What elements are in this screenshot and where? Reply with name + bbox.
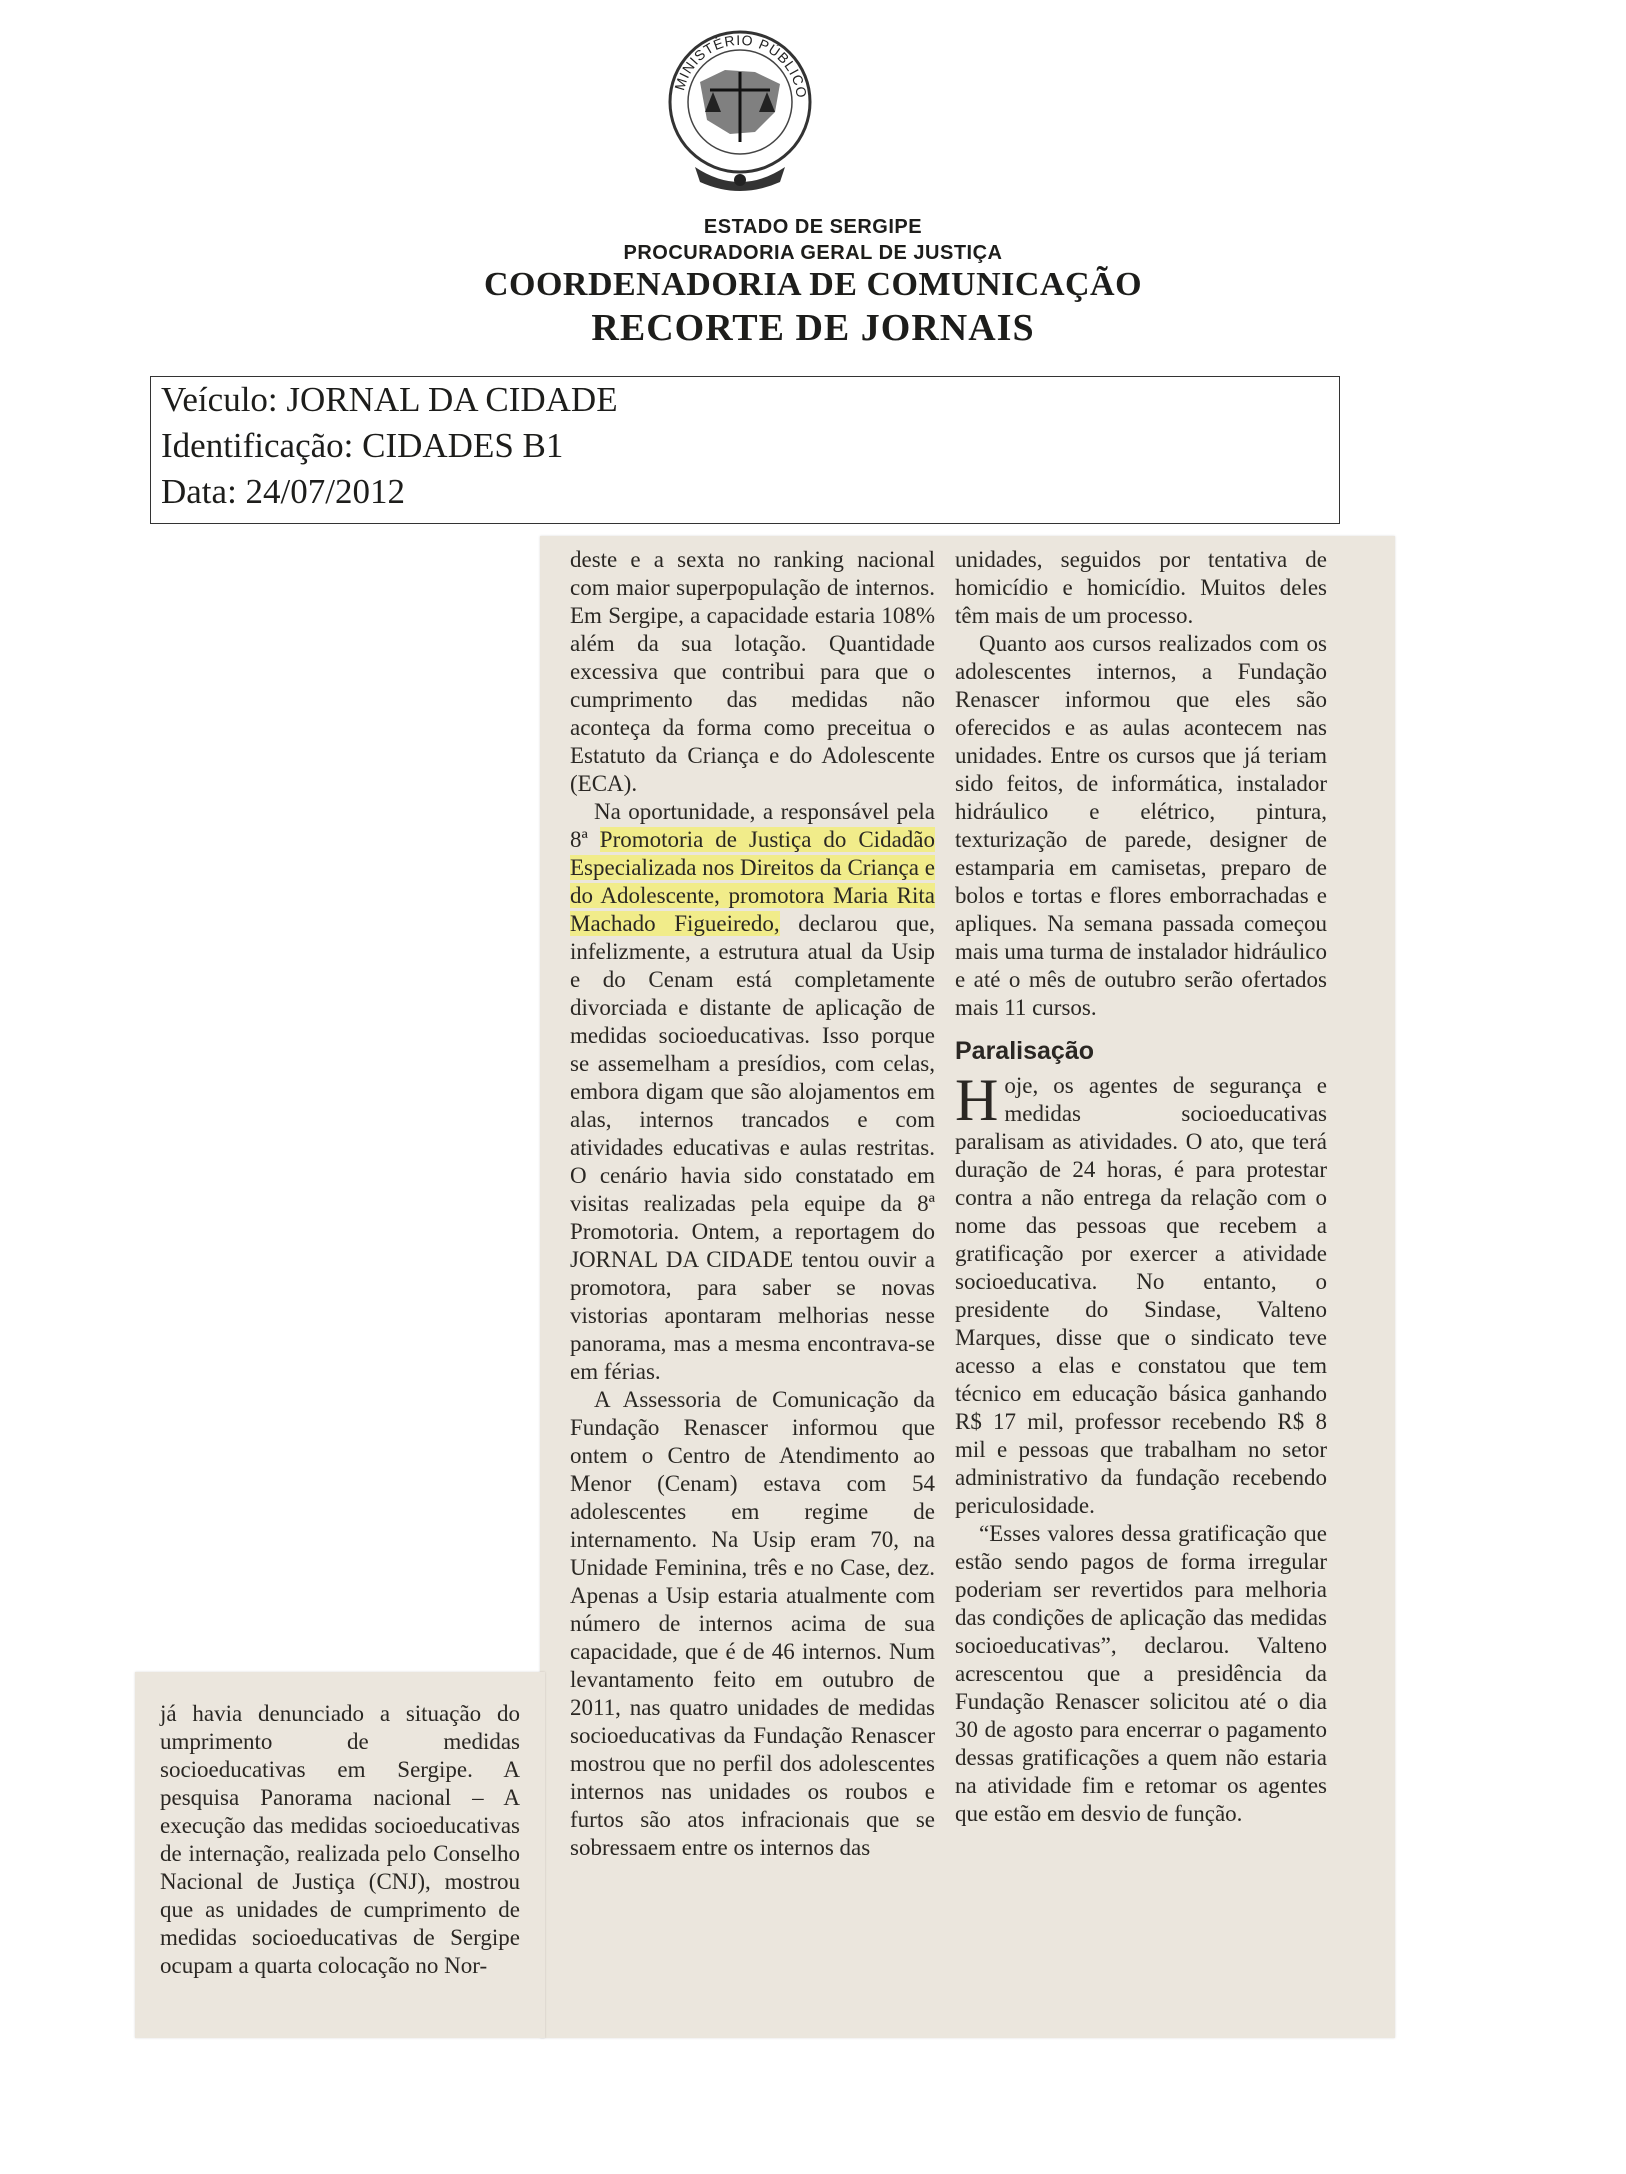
drop-cap: H — [955, 1067, 999, 1133]
ministerio-publico-seal — [655, 22, 825, 197]
mid-p2-start: Na oportunidade, a responsável pela 8ª — [570, 799, 935, 852]
article-right-paragraph-4: “Esses valores dessa gratificação que estão sendo pagos de forma irregular poderiam ser revertidos para melhoria das condições de aplicação das medidas socioeducativas”, declarou. Valteno acrescentou que a presidência da Fundação Renascer solicitou até o dia 30 de agosto para encerrar o pagamento dessas gratificações a quem não estaria na atividade fim e retomar os agentes que estão em desvio de função. — [955, 1521, 1327, 1826]
svg-text:MINISTÉRIO PÚBLICO: MINISTÉRIO PÚBLICO — [671, 31, 811, 100]
veiculo-row: Veículo: JORNAL DA CIDADE — [161, 380, 618, 419]
article-right-paragraph-2: Quanto aos cursos realizados com os adolescentes internos, a Fundação Renascer informou que eles são oferecidos e as aulas acontecem nas unidades. Entre os cursos que já teriam sido feitos, de informática, instalador hidráulico e elétrico, pintura, texturização de parede, designer de estamparia em camisetas, preparo de bolos e tortas e flores emborrachadas e apliques. Na semana passada começou mais uma turma de instalador hidráulico e até o mês de outubro serão ofertados mais 11 cursos. — [955, 631, 1327, 1020]
article-mid-paragraph-2 — [570, 798, 935, 1386]
article-mid-paragraph-3: A Assessoria de Comunicação da Fundação Renascer informou que ontem o Centro de Atendimento ao Menor (Cenam) estava com 54 adolescentes em regime de internamento. Na Usip eram 70, na Unidade Feminina, três e no Case, dez. Apenas a Usip estaria atualmente com número de internos acima de sua capacidade, que é de 46 internos. Num levantamento feito em outubro de 2011, nas quatro unidades de medidas socioeducativas da Fundação Renascer mostrou que no perfil dos adolescentes internos nas unidades os roubos e furtos são atos infracionais que se sobressaem entre os internos das — [570, 1387, 935, 1860]
header-estado: ESTADO DE SERGIPE — [703, 216, 923, 238]
mid-p2-end: declarou que, infelizmente, a estrutura atual da Usip e do Cenam está completamente divorciada e distante de aplicação de medidas socioeducativas. Isso porque se assemelham a presídios, com celas, embora digam que são alojamentos em alas, internos trancados e com atividades educativas e aulas restritas. O cenário havia sido constatado em visitas realizadas pela equipe da 8ª Promotoria. Ontem, a reportagem do JORNAL DA CIDADE tentou ouvir a promotora, para saber se novas vistorias apontaram melhorias nesse panorama, mas a mesma encontrava-se em férias. — [570, 911, 935, 1384]
article-mid-paragraph-1: deste e a sexta no ranking nacional com maior superpopulação de internos. Em Sergipe, a capacidade estaria 108% além da sua lotação. Quantidade excessiva que contribui para que o cumprimento das medidas não aconteça da forma como preceitua o Estatuto da Criança e do Adolescente (ECA). — [570, 547, 935, 796]
identificacao-row: Identificação: CIDADES B1 — [161, 426, 564, 465]
header-procuradoria: PROCURADORIA GERAL DE JUSTIÇA — [623, 242, 1003, 264]
article-right-paragraph-3 — [955, 1067, 1327, 1520]
right-p3-text: oje, os agentes de segurança e medidas socioeducativas paralisam as atividades. O ato, que terá duração de 24 horas, é para protestar contra a não entrega da relação com o nome das pessoas que recebem a gratificação por exercer a atividade socioeducativa. No entanto, o presidente do Sindase, Valteno Marques, disse que o sindicato teve acesso a elas e constatou que tem técnico em educação básica ganhando R$ 17 mil, professor recebendo R$ 8 mil e pessoas que trabalham no setor administrativo da fundação recebendo periculosidade. — [955, 1073, 1327, 1518]
highlighted-text: Promotoria de Justiça do Cidadão Especializada nos Direitos da Criança e do Adolescente, promotora Maria Rita Machado Figueiredo, — [570, 827, 935, 936]
article-column-middle — [570, 546, 935, 1862]
subhead-paralisacao: Paralisação — [955, 1037, 1094, 1065]
data-row: Data: 24/07/2012 — [161, 472, 405, 511]
article-column-right — [955, 546, 1327, 1828]
clipping-info-box — [150, 376, 1340, 524]
header-recorte: RECORTE DE JORNAIS — [591, 307, 1035, 349]
article-left-paragraph: já havia denunciado a situação do umprimento de medidas socioeducativas em Sergipe. A pesquisa Panorama nacional – A execução das medidas socioeducativas de internação, realizada pelo Conselho Nacional de Justiça (CNJ), mostrou que as unidades de cumprimento de medidas socioeducativas de Sergipe ocupam a quarta colocação no Nor- — [160, 1701, 520, 1978]
article-column-left — [160, 1700, 520, 1980]
header-coordenadoria: COORDENADORIA DE COMUNICAÇÃO — [483, 266, 1143, 303]
article-right-paragraph-1: unidades, seguidos por tentativa de homicídio e homicídio. Muitos deles têm mais de um processo. — [955, 547, 1327, 628]
